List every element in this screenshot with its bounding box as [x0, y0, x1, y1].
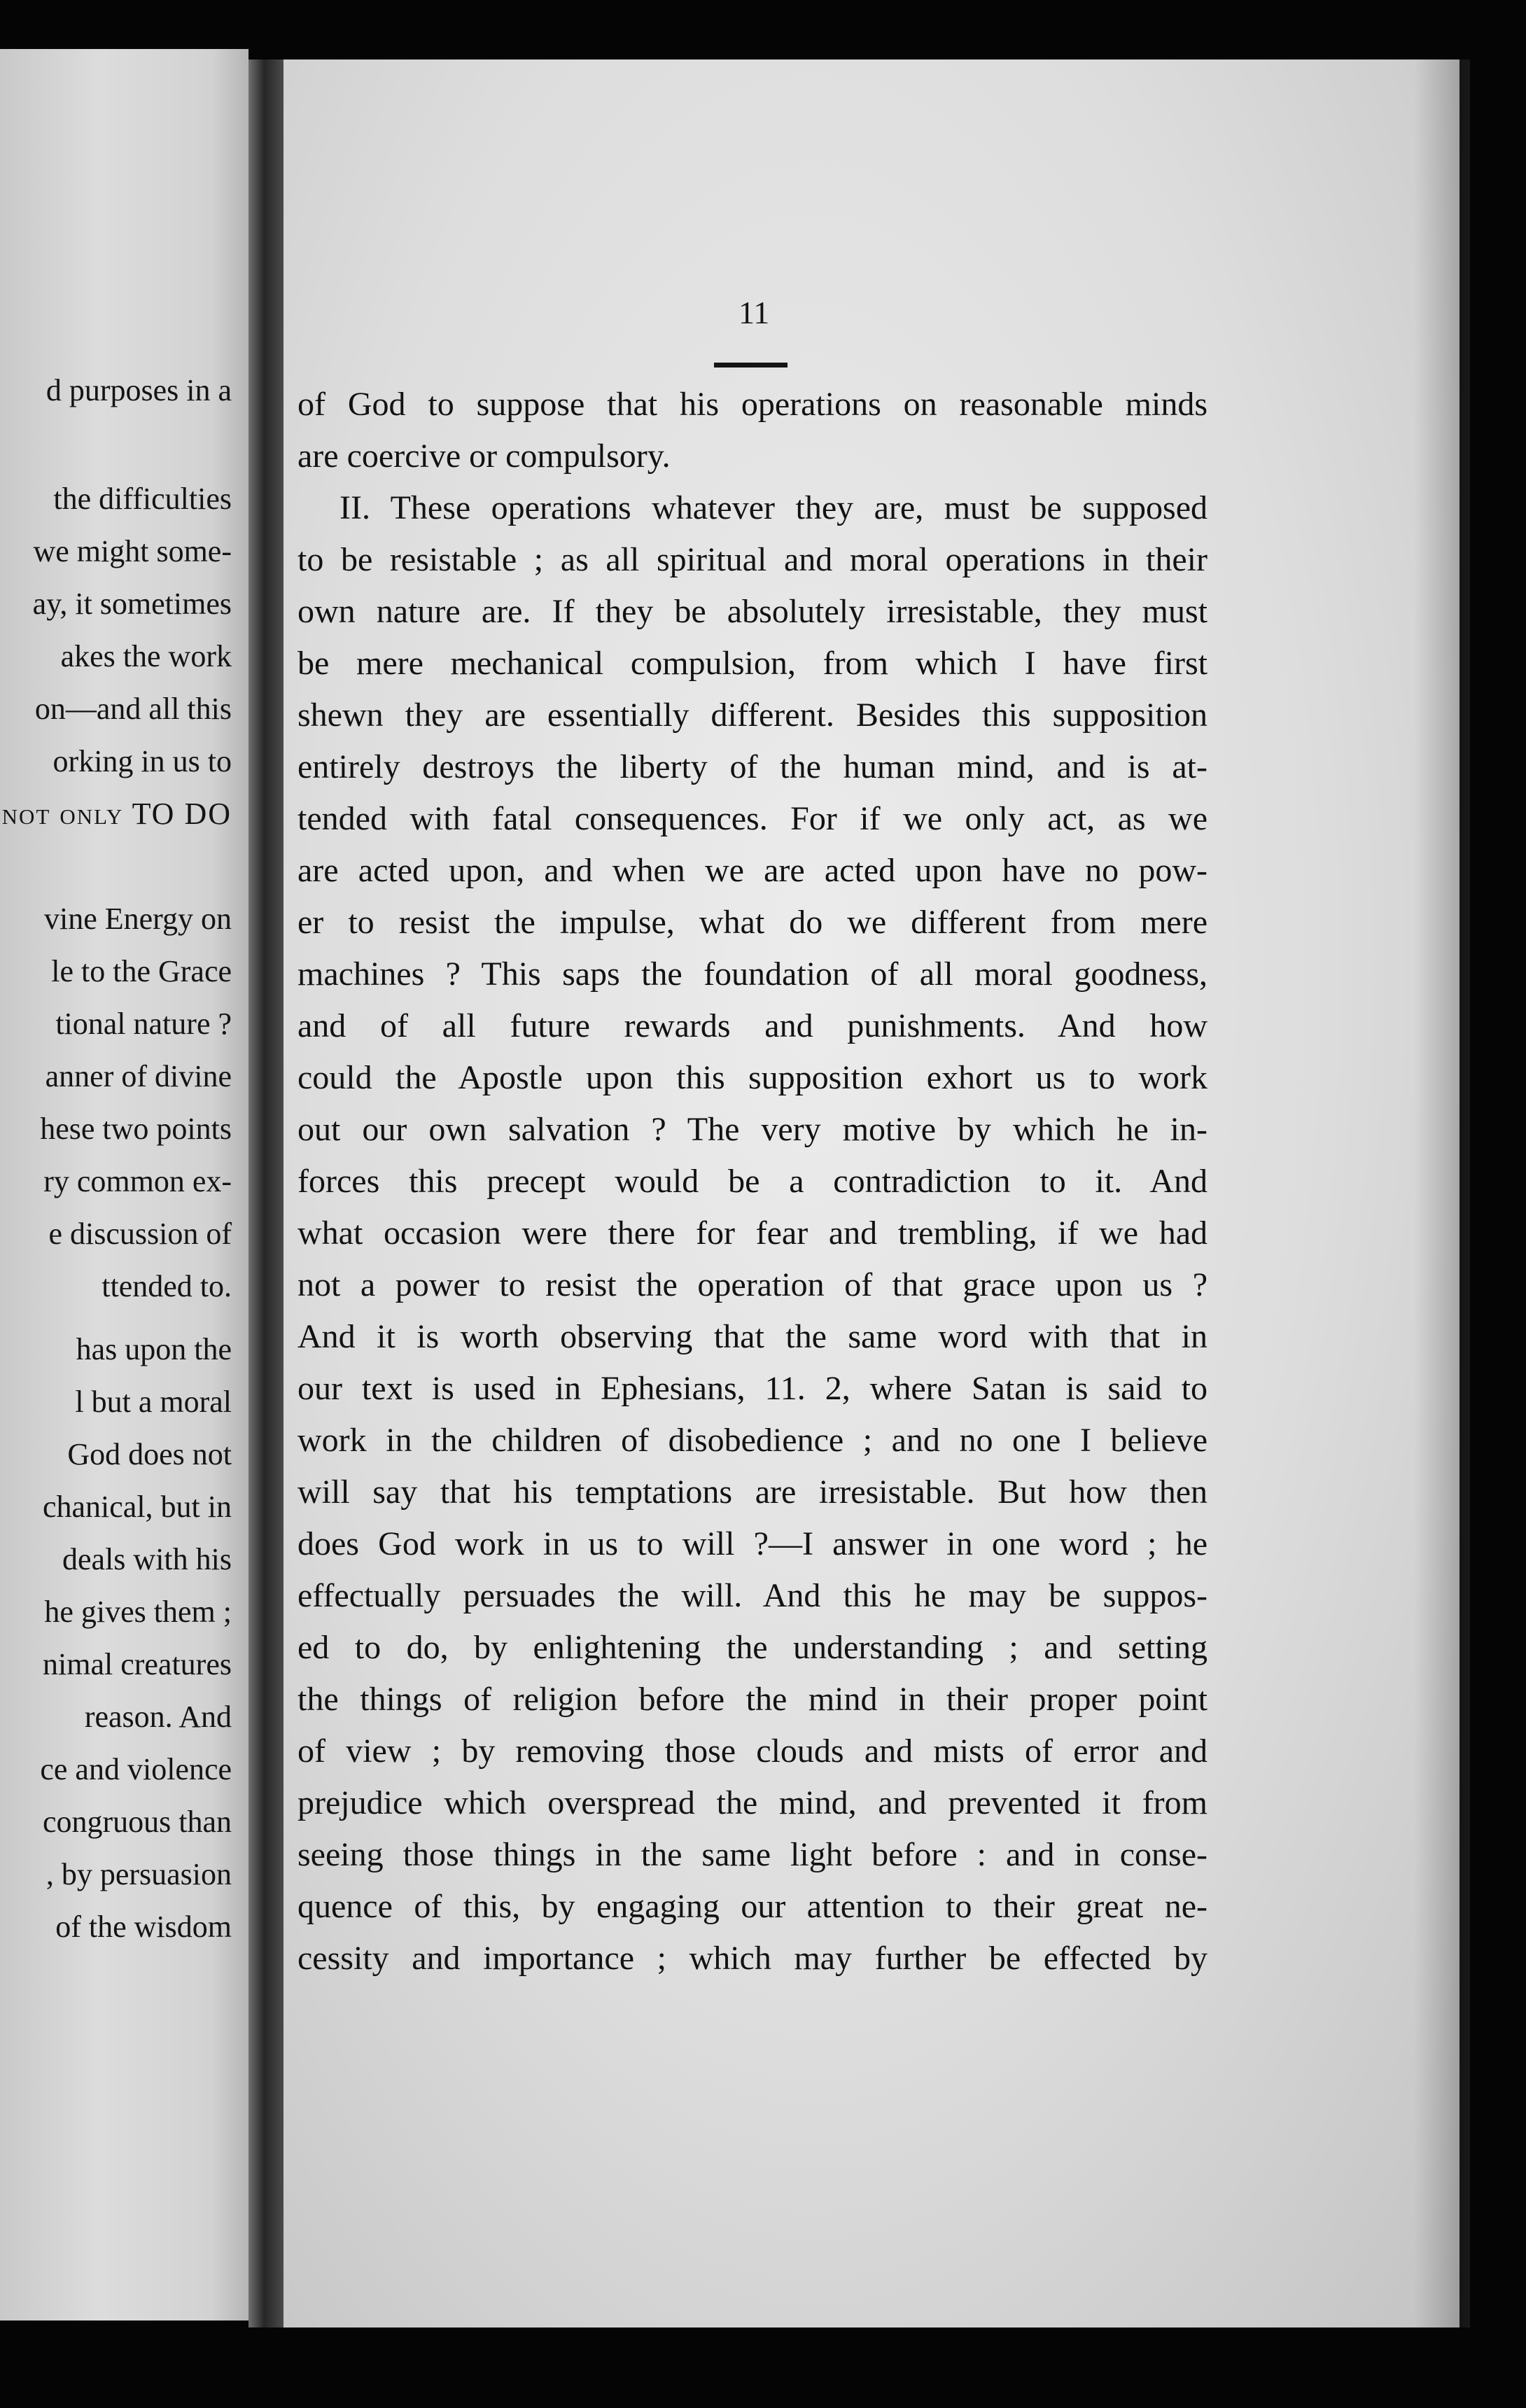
- text-line: cessity and importance ; which may further be effected by: [298, 1940, 1208, 1977]
- facing-line: deals with his: [62, 1542, 232, 1576]
- text-line: what occasion were there for fear and trembling, if we had: [298, 1214, 1208, 1252]
- facing-line: ay, it sometimes: [32, 587, 232, 621]
- text-line: will say that his temptations are irresistable. But how then: [298, 1474, 1208, 1511]
- text-line: to be resistable ; as all spiritual and moral operations in their: [298, 541, 1208, 578]
- facing-line: reason. And: [84, 1700, 232, 1734]
- page-edge-shadow: [1414, 59, 1470, 2328]
- page-number: 11: [738, 295, 770, 330]
- facing-line: akes the work: [60, 639, 232, 673]
- text-line: be mere mechanical compulsion, from which I have first: [298, 645, 1208, 682]
- facing-line: ttended to.: [102, 1269, 232, 1303]
- facing-line: vine Energy on: [43, 902, 232, 936]
- facing-line: ce and violence: [40, 1752, 232, 1786]
- facing-line: we might some-: [33, 534, 232, 568]
- facing-line: of the wisdom: [55, 1910, 232, 1944]
- facing-line: has upon the: [76, 1332, 232, 1366]
- facing-line: not only TO DO: [1, 797, 232, 831]
- text-line: the things of religion before the mind in their proper point: [298, 1681, 1208, 1718]
- facing-line: orking in us to: [52, 744, 232, 778]
- text-line: quence of this, by engaging our attention to their great ne-: [298, 1888, 1208, 1925]
- text-line: shewn they are essentially different. Besides this supposition: [298, 696, 1208, 734]
- facing-line: l but a moral: [75, 1385, 232, 1419]
- text-line: prejudice which overspread the mind, and prevented it from: [298, 1784, 1208, 1821]
- text-line: own nature are. If they be absolutely irresistable, they must: [298, 593, 1208, 630]
- text-line: tended with fatal consequences. For if we only act, as we: [298, 800, 1208, 837]
- facing-line: on—and all this: [34, 692, 232, 726]
- text-line: are coercive or compulsory.: [298, 438, 671, 475]
- text-line: effectually persuades the will. And this he may be suppos-: [298, 1577, 1208, 1614]
- facing-page-fragment: [0, 49, 248, 2320]
- text-line: not a power to resist the operation of that grace upon us ?: [298, 1266, 1208, 1303]
- text-line: could the Apostle upon this supposition exhort us to work: [298, 1059, 1208, 1096]
- page-number-rule: [714, 363, 788, 368]
- facing-line: hese two points: [40, 1112, 232, 1146]
- facing-line: congruous than: [42, 1805, 232, 1839]
- book-gutter: [248, 59, 284, 2328]
- facing-line: le to the Grace: [51, 954, 232, 988]
- facing-line: nimal creatures: [43, 1647, 232, 1681]
- facing-line: e discussion of: [48, 1217, 232, 1251]
- text-line: of view ; by removing those clouds and mists of error and: [298, 1732, 1208, 1770]
- facing-line: he gives them ;: [44, 1595, 232, 1629]
- text-line: And it is worth observing that the same word with that in: [298, 1318, 1208, 1355]
- facing-line: ry common ex-: [43, 1164, 232, 1198]
- text-line: forces this precept would be a contradiction to it. And: [298, 1163, 1208, 1200]
- facing-line: chanical, but in: [42, 1490, 232, 1524]
- text-line: seeing those things in the same light before : and in conse-: [298, 1836, 1208, 1873]
- facing-line: , by persuasion: [46, 1857, 232, 1891]
- text-line: our text is used in Ephesians, 11. 2, where Satan is said to: [298, 1370, 1208, 1407]
- text-line: er to resist the impulse, what do we different from mere: [298, 904, 1208, 941]
- text-line: machines ? This saps the foundation of all moral goodness,: [298, 955, 1208, 993]
- text-line: work in the children of disobedience ; and no one I believe: [298, 1422, 1208, 1459]
- text-line: does God work in us to will ?—I answer in one word ; he: [298, 1525, 1208, 1562]
- facing-line: tional nature ?: [55, 1007, 232, 1041]
- text-line: are acted upon, and when we are acted upon have no pow-: [298, 852, 1208, 889]
- text-line: of God to suppose that his operations on reasonable minds: [298, 386, 1208, 423]
- text-line: II. These operations whatever they are, must be supposed: [340, 489, 1208, 526]
- facing-line: d purposes in a: [46, 373, 232, 407]
- text-line: out our own salvation ? The very motive by which he in-: [298, 1111, 1208, 1148]
- text-line: ed to do, by enlightening the understanding ; and setting: [298, 1629, 1208, 1666]
- text-line: entirely destroys the liberty of the human mind, and is at-: [298, 748, 1208, 785]
- facing-line: the difficulties: [53, 482, 232, 516]
- text-line: and of all future rewards and punishments. And how: [298, 1007, 1208, 1044]
- facing-line: anner of divine: [45, 1059, 232, 1093]
- facing-line: God does not: [67, 1437, 232, 1471]
